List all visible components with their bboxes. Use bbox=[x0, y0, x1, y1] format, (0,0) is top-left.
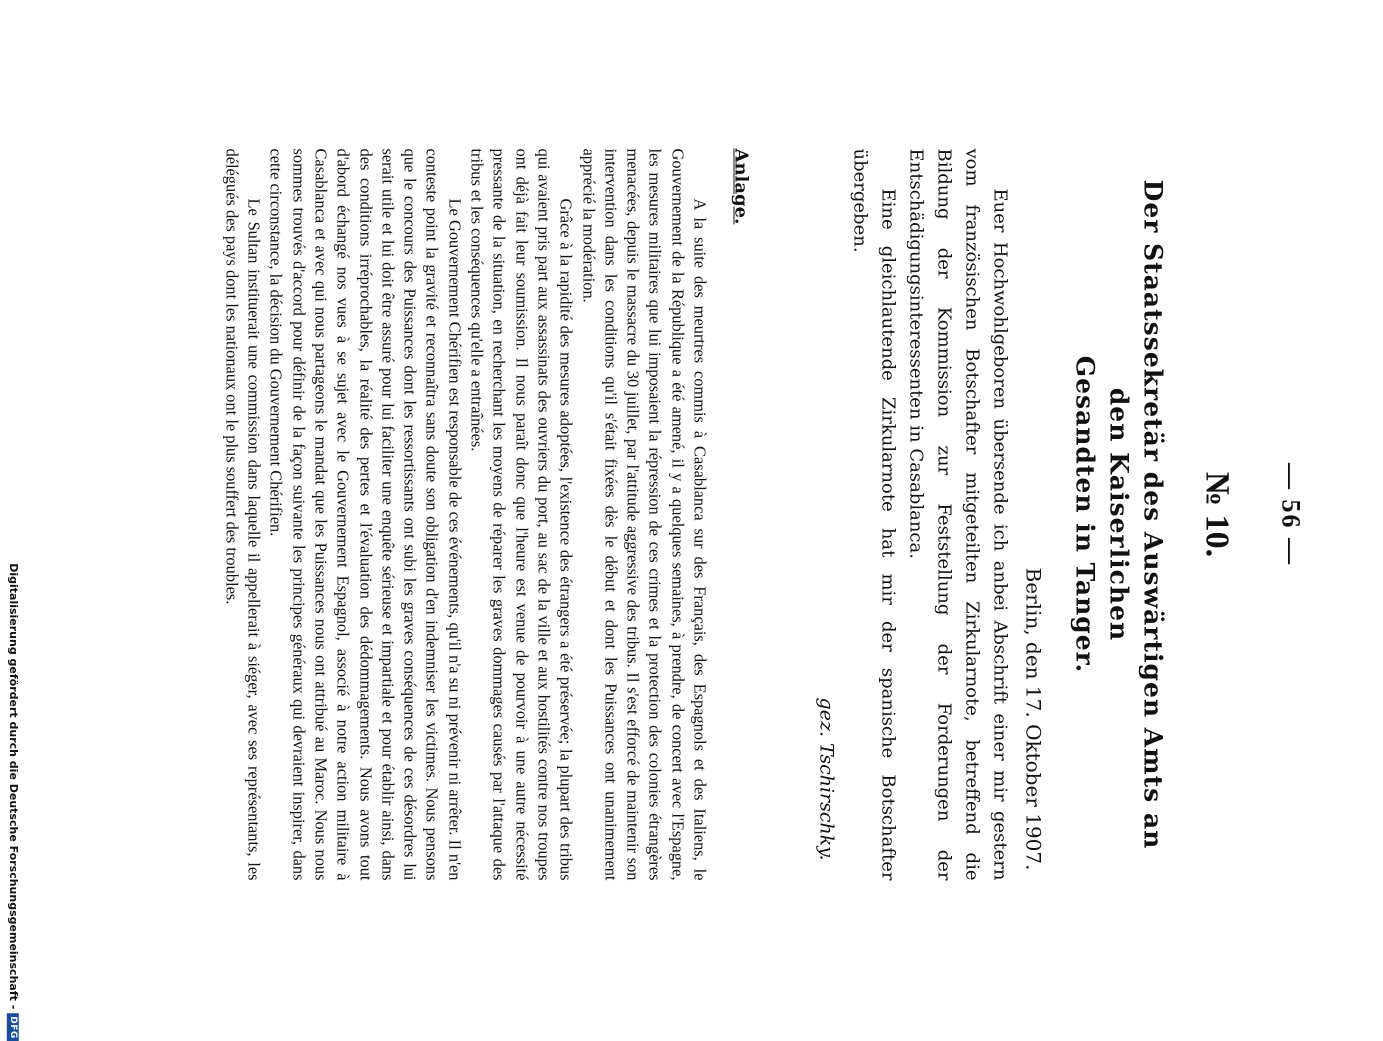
footer-text: Digitalisierung gefördert durch die Deutsche Forschungsgemeinschaft - bbox=[6, 562, 20, 1009]
french-paragraph-3: Le Gouvernement Chérifien est responsable de ces événements, qu'il n'a su ni prévenir ni arrêter. Il n'en conteste point la gravité et reconnaîtra sans doute son obligation d'en indemniser les victimes. Nous pensons que le concours des Puissances dont les ressortissants ont subi les graves conséquences de ces désordres lui serait utile et lui doit être assuré pour lui faciliter une enquête sérieuse et impartiale et pour établir ainsi, dans des conditions irréprochables, la réalité des pertes et l'évaluation des dédommagements. Nous avons tout d'abord échangé nos vues à se sujet avec le Gouvernement Espagnol, associé à notre action militaire à Casablanca et avec qui nous partageons le mandat que les Puissances nous ont attribué au Maroc. Nous nous sommes trouvés d'accord pour définir de la façon suivante les principes généraux qui devraient inspirer, dans cette circonstance, la décision du Gouvernement Chérifien. bbox=[266, 148, 464, 880]
place-date: Berlin, den 17. Oktober 1907. bbox=[1021, 567, 1045, 870]
document-heading bbox=[1067, 148, 1169, 880]
french-paragraph-1: A la suite des meurtres commis à Casablanca sur des Français, des Espagnols et des Italiens, le Gouvernement de la République a été amené, il y a quelques semaines, à prendre, de concert avec l'Espagne, les mesures militaires que lui imposaient la répression de ces crimes et la protection des colonies étrangères menacées, depuis le massacre du 30 juillet, par l'attitude aggressive des tribus. Il s'est efforcé de maintenir son intervention dans les conditions qu'il s'était fixées dès le début et dont les Puissances ont unanimement apprécié la modération. bbox=[578, 148, 709, 880]
document-number: № 10. bbox=[1198, 471, 1235, 557]
digitization-footer bbox=[2, 562, 24, 1039]
french-paragraph-2: Grâce à la rapidité des mesures adoptées, l'existence des étrangers a été préservée; la plupart des tribus qui avaient pris part aux assassinats des ouvriers du port, au sac de la ville et aux hostilités contre nos troupes ont déjà fait leur soumission. Il nous paraît donc que l'heure est venue de pourvoir à une autre nécessité pressante de la situation, en recherchant les moyens de réparer les graves dommages causés par l'attaque des tribus et les conséquences qu'elle a entraînées. bbox=[467, 148, 576, 880]
french-paragraph-4: Le Sultan instituerait une commission dans laquelle il appellerait à siéger, avec ses représentants, les délégués des pays dont les nationaux ont le plus souffert des troubles. bbox=[221, 148, 264, 880]
annex-label: Anlage. bbox=[730, 148, 751, 224]
signature: gez. Tschirschky. bbox=[815, 697, 837, 860]
page-number: — 56 — bbox=[1276, 462, 1305, 566]
body-paragraph-2: Eine gleichlautende Zirkularnote hat mir der spanische Botschafter übergeben. bbox=[849, 148, 898, 880]
heading-line-2: Gesandten in Tanger. bbox=[1070, 355, 1099, 673]
dfg-logo-icon: DFG bbox=[7, 1013, 19, 1041]
body-paragraph-1: Euer Hochwohlgeboren übersende ich anbei Abschrift einer mir gestern vom französischen Botschafter mitgeteilten Zirkularnote, betreffend die Bildung der Kommission zur Feststellung der Forderungen der Entschädigungsinteressenten in Casablanca. bbox=[905, 148, 1010, 880]
heading-line-1: Der Staatssekretär des Auswärtigen Amts an den Kaiserlichen bbox=[1104, 179, 1167, 849]
